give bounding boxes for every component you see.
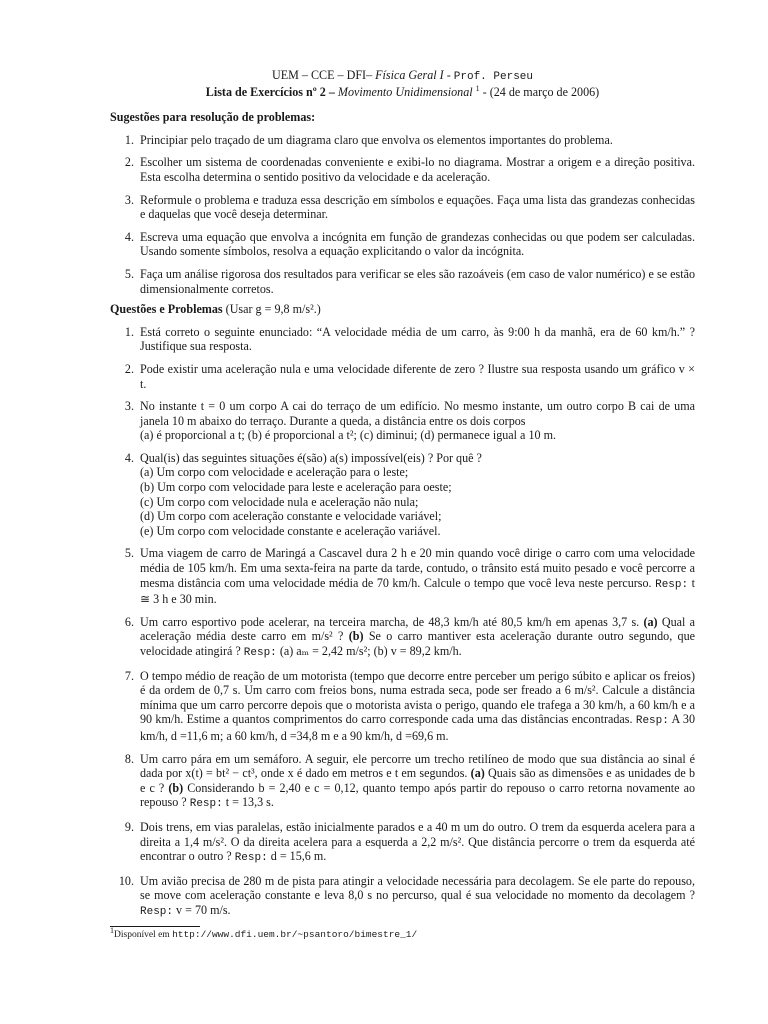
option-c: (c) Um corpo com velocidade nula e aceleração não nula;	[140, 494, 419, 509]
question-3-options: (a) é proporcional a t; (b) é proporcional a t²; (c) diminui; (d) permanece igual a 10 m.	[140, 428, 556, 443]
list-topic: Movimento Unidimensional	[337, 84, 473, 99]
question-2: 2. Pode existir uma aceleração nula e uma velocidade diferente de zero ? Ilustre sua resposta usando um gráfico v × t.	[124, 361, 695, 391]
header-line-institution: UEM – CCE – DFI– Física Geral I - Prof. Perseu	[272, 68, 533, 83]
suggestions-title: Sugestões para resolução de problemas:	[110, 110, 316, 125]
answer-label: Resp:	[140, 905, 174, 918]
list-date: - (24 de março de 2006)	[482, 84, 600, 99]
question-1: 1. Está correto o seguinte enunciado: “A velocidade média de um carro, às 9:00 h da manhã, era de 60 km/h.” ? Justifique sua resposta.	[124, 324, 695, 354]
answer: v = 70 m/s.	[176, 902, 231, 917]
answer: A 30 km/h, d =11,6 m; a 60 km/h, d =34,8 m e a 90 km/h, d =69,6 m.	[140, 712, 695, 743]
suggestions-section	[110, 110, 695, 296]
questions-note: (Usar g = 9,8 m/s².)	[225, 302, 321, 317]
footnote-divider	[110, 926, 200, 927]
answer: t ≅ 3 h e 30 min.	[140, 575, 695, 607]
answer: t = 13,3 s.	[225, 795, 274, 810]
answer: (a) aₘ = 2,42 m/s²; (b) v = 89,2 km/h.	[279, 644, 462, 658]
option-b: (b) Um corpo com velocidade para leste e aceleração para oeste;	[140, 480, 452, 495]
option-d: (d) Um corpo com aceleração constante e velocidade variável;	[140, 509, 442, 524]
exercise-sheet	[110, 68, 695, 941]
header-line-list	[110, 85, 695, 100]
question-6: 6. Um carro esportivo pode acelerar, na terceira marcha, de 48,3 km/h até 80,5 km/h em apenas 3,7 s. (a) Qual a aceleração média deste carro em m/s² ? (b) Se o carro mantiver esta aceleração durante outro segundo, que velocidade atingirá ? Resp: (a) aₘ = 2,42 m/s²; (b) v = 89,2 km/h.	[124, 614, 696, 659]
suggestions-list	[110, 133, 695, 296]
option-e: (e) Um corpo com velocidade constante e aceleração variável.	[140, 523, 441, 538]
questions-title: Questões e Problemas	[110, 302, 223, 317]
question-7: 7. O tempo médio de reação de um motorista (tempo que decorre entre perceber um perigo súbito e aplicar os freios) é da ordem de 0,7 s. Um carro com freios bons, numa estrada seca, pode ser freado a 6 m/s². Calcule a distância mínima que um carro percorre depois que o motorista avista o perigo, quando ele trafega a 30 km/h, a 60 km/h e a 90 km/h. Estime a quantos comprimentos do carro corresponde cada uma das distâncias encontradas. Resp: A 30 km/h, d =11,6 m; a 60 km/h, d =34,8 m e a 90 km/h, d =69,6 m.	[124, 668, 695, 743]
list-item: 5. Faça um análise rigorosa dos resultados para verificar se eles são razoáveis (em caso de valor numérico) e se estão dimensionalmente corretos.	[124, 266, 695, 296]
question-3: 3. No instante t = 0 um corpo A cai do terraço de um edifício. No mesmo instante, um outro corpo B cai de uma janela 10 m abaixo do terraço. Durante a queda, a distância entre os dois corpos (a) é proporcional a t; (b) é proporcional a t²; (c) diminui; (d) permanece igual a 10 m.	[124, 399, 695, 443]
course-name: Física Geral I	[375, 68, 444, 82]
questions-section	[110, 302, 695, 919]
question-5: 5. Uma viagem de carro de Maringá a Cascavel dura 2 h e 20 min quando você dirige o carro com uma velocidade média de 105 km/h. Em uma sexta-feira na parte da tarde, contudo, o trânsito está muito pesado e você percorre a mesma distância com uma velocidade média de 70 km/h. Calcule o tempo que você leva neste percurso. Resp: t ≅ 3 h e 30 min.	[124, 546, 695, 607]
answer-label: Resp:	[243, 647, 277, 659]
document-header	[110, 68, 695, 99]
footnote-link[interactable]: http://www.dfi.uem.br/~psantoro/bimestre_1/	[172, 928, 418, 940]
question-8: 8. Um carro pára em um semáforo. A seguir, ele percorre um trecho retilíneo de modo que sua distância ao sinal é dada por x(t) = bt² − ct³, onde x é dado em metros e t em segundos. (a) Quais são as dimensões e as unidades de b e c ? (b) Considerando b = 2,40 e c = 0,12, quanto tempo após partir do repouso o carro retorna novamente ao repouso ? Resp: t = 13,3 s.	[124, 751, 696, 811]
question-10: 10. Um avião precisa de 280 m de pista para atingir a velocidade necessária para decolagem. Se ele parte do repouso, se move com aceleração constante e leva 8,0 s no percurso, qual é sua velocidade no momento da decolagem ? Resp: v = 70 m/s.	[118, 873, 695, 918]
list-title: Lista de Exercícios nº 2 –	[205, 84, 335, 99]
footnote-mark: 1	[475, 83, 480, 93]
questions-list	[110, 325, 695, 920]
answer-label: Resp:	[234, 852, 268, 865]
question-4: 4. Qual(is) das seguintes situações é(são) a(s) impossível(eis) ? Por quê ? (a) Um corpo com velocidade e aceleração para o leste; (b) Um corpo com velocidade para leste e aceleração para oeste; (c) Um corpo com velocidade nula e aceleração não nula; (d) Um corpo com aceleração constante e velocidade variável; (e) Um corpo com velocidade constante e aceleração variável.	[110, 451, 695, 539]
footnote: $^1$Disponível em http://www.dfi.uem.br/~psantoro/bimestre_1/	[110, 925, 418, 940]
answer-label: Resp:	[189, 798, 223, 811]
answer-label: Resp:	[655, 578, 689, 591]
question-9: 9. Dois trens, em vias paralelas, estão inicialmente parados e a 40 m um do outro. O trem da esquerda acelera para a direita a 1,4 m/s². O da direita acelera para a esquerda a 2,2 m/s². Que distância percorre o trem da esquerda até encontrar o outro ? Resp: d = 15,6 m.	[124, 819, 695, 865]
answer: d = 15,6 m.	[270, 849, 327, 864]
answer-label: Resp:	[635, 715, 669, 728]
list-item: 3. Reformule o problema e traduza essa descrição em símbolos e equações. Faça uma lista das grandezas conhecidas e daquelas que você deseja determinar.	[124, 192, 695, 222]
list-item: 1. Principiar pelo traçado de um diagrama claro que envolva os elementos importantes do problema.	[124, 132, 613, 147]
list-item: 4. Escreva uma equação que envolva a incógnita em função de grandezas conhecidas ou que podem ser calculadas. Usando somente símbolos, resolva a equação explicitando o valor da incógnita.	[124, 229, 695, 259]
professor-name: Prof. Perseu	[453, 71, 533, 83]
questions-heading	[110, 302, 695, 317]
option-a: (a) Um corpo com velocidade e aceleração para o leste;	[140, 465, 409, 480]
list-item: 2. Escolher um sistema de coordenadas conveniente e exibi-lo no diagrama. Mostrar a origem e a direção positiva. Esta escolha determina o sentido positivo da velocidade e da aceleração.	[124, 155, 695, 184]
